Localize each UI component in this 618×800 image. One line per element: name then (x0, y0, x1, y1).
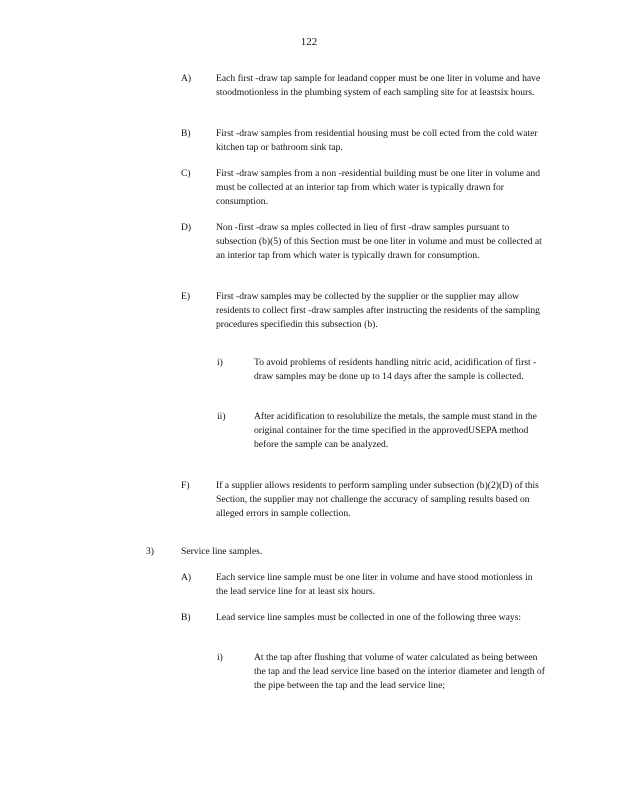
item-label: B) (181, 128, 191, 139)
item-label: A) (181, 73, 192, 84)
item-label: E) (181, 291, 191, 302)
item-text: To avoid problems of residents handling nitric acid, acidification of first -draw samples may be done up to 14 days after the sample is collected. (254, 357, 537, 382)
item-label: F) (181, 480, 190, 491)
item-text: First -draw samples from a non -residential building must be one liter in volume and must be collected at an interior tap from which water is typically drawn for consumption. (216, 168, 540, 207)
item-text: Service line samples. (181, 546, 263, 557)
item-text: First -draw samples from residential housing must be coll ected from the cold water kitchen tap or bathroom sink tap. (216, 128, 538, 153)
page-number: 122 (300, 36, 318, 48)
item-text: Each service line sample must be one liter in volume and have stood motionless in the lead service line for at least six hours. (216, 572, 533, 597)
item-label: 3) (146, 546, 154, 557)
item-label: i) (217, 357, 223, 368)
item-text: Non -first -draw sa mples collected in lieu of first -draw samples pursuant to subsection (b)(5) of this Section must be one liter in volume and must be collected at an interior tap from which water is typically drawn for consumption. (216, 222, 542, 261)
item-label: A) (181, 572, 192, 583)
item-label: D) (181, 222, 192, 233)
item-text: Each first -draw tap sample for leadand copper must be one liter in volume and have stoodmotionless in the plumbing system of each sampling site for at leastsix hours. (216, 73, 541, 98)
item-text: After acidification to resolubilize the metals, the sample must stand in the original container for the time specified in the approvedUSEPA method before the sample can be analyzed. (254, 411, 537, 450)
item-text: At the tap after flushing that volume of water calculated as being between the tap and the lead service line based on the interior diameter and length of the pipe between the tap and the lead service line; (254, 652, 545, 691)
item-label: i) (217, 652, 223, 663)
item-text: Lead service line samples must be collected in one of the following three ways: (216, 612, 522, 623)
item-text: First -draw samples may be collected by the supplier or the supplier may allow residents to collect first -draw samples after instructing the residents of the sampling procedures specifiedin this subsection (b). (216, 291, 540, 330)
item-text: If a supplier allows residents to perform sampling under subsection (b)(2)(D) of this Section, the supplier may not challenge the accuracy of sampling results based on alleged errors in sample collection. (216, 480, 539, 519)
item-label: C) (181, 168, 191, 179)
item-label: B) (181, 612, 191, 623)
item-label: ii) (217, 411, 226, 422)
